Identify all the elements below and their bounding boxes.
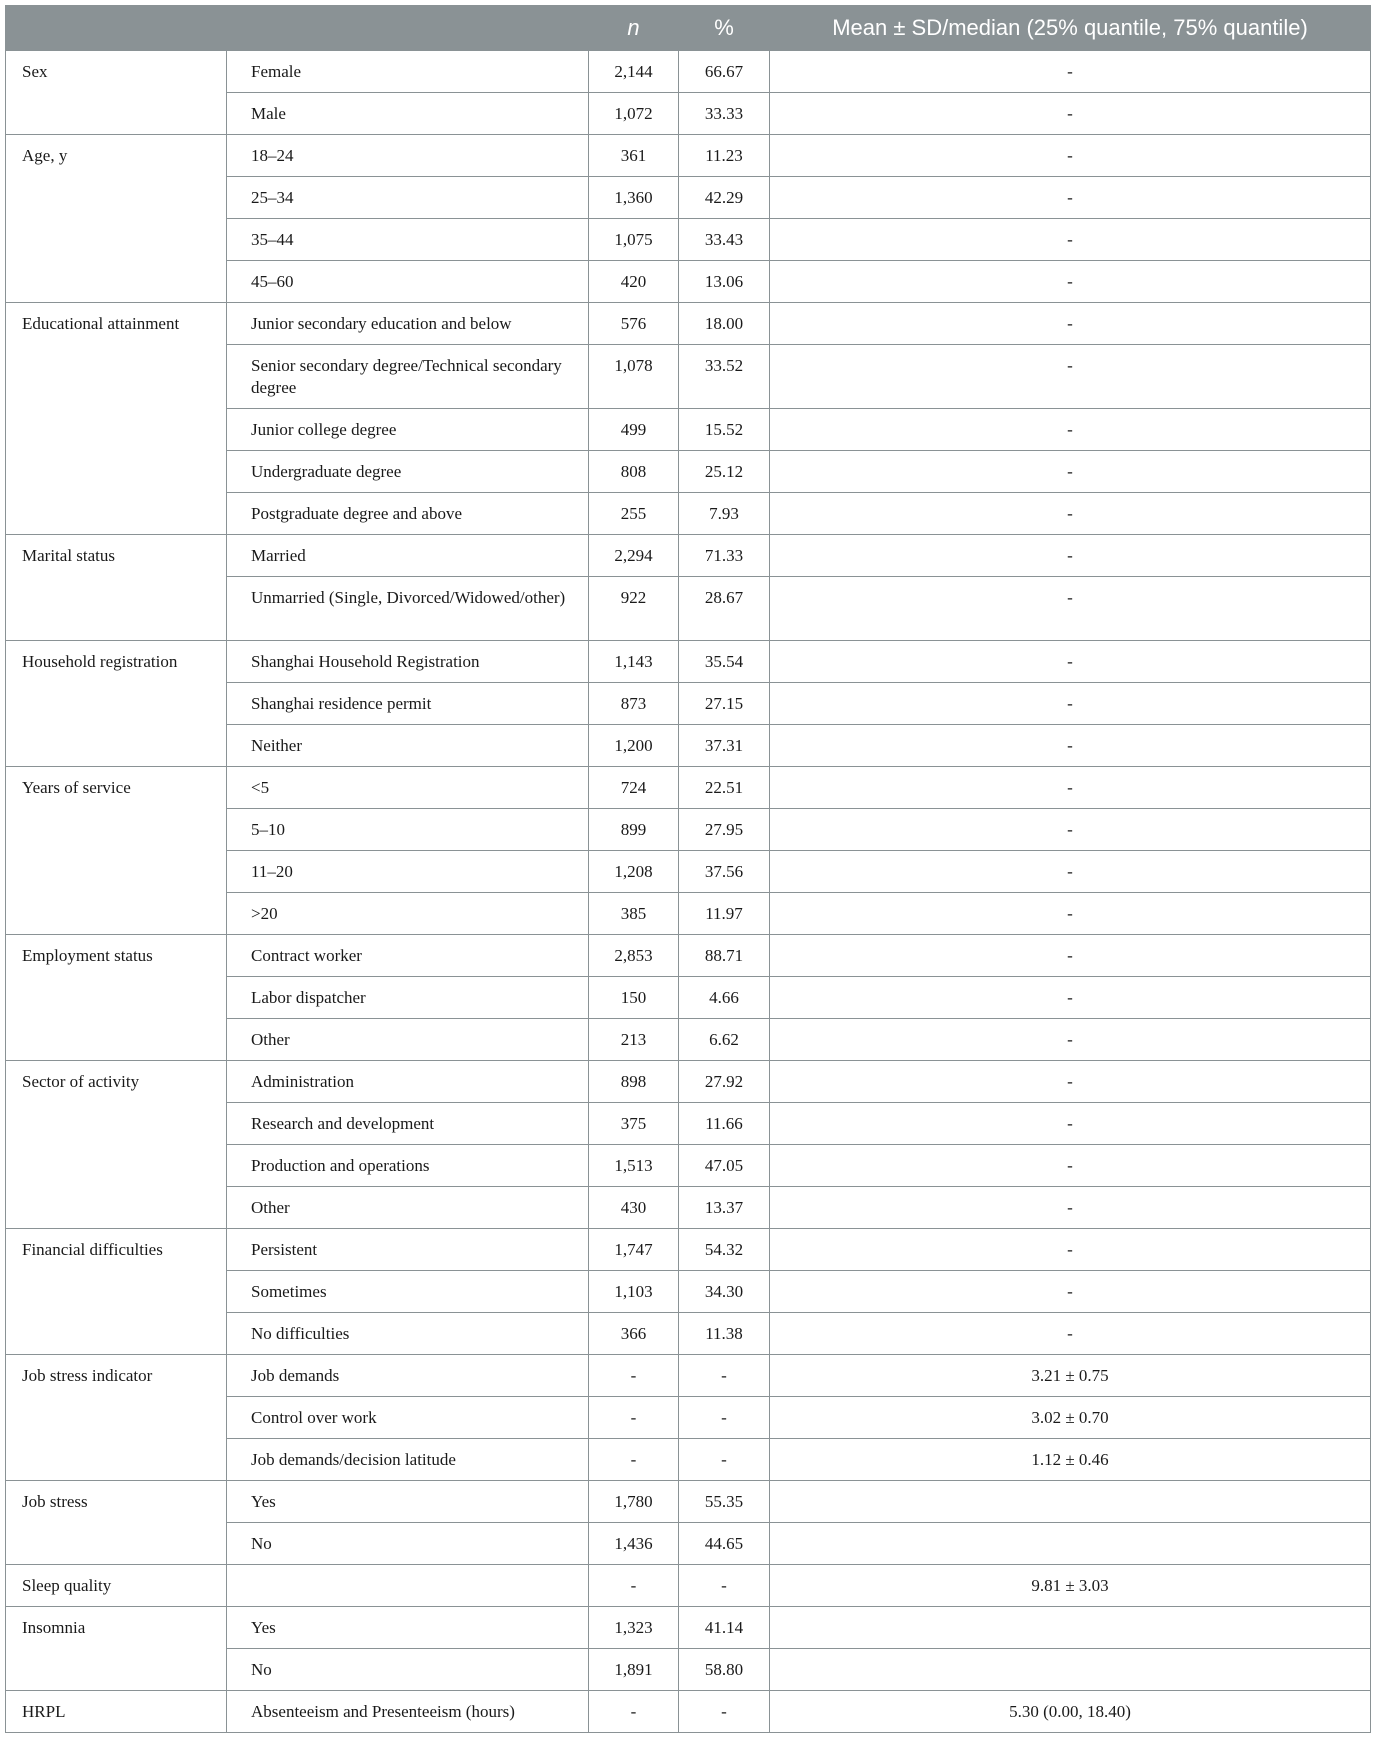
table-body [6, 51, 1371, 1733]
statistic-cell: - [770, 1061, 1371, 1103]
table-row [6, 641, 1371, 683]
statistic-cell: 3.21 ± 0.75 [770, 1355, 1371, 1397]
statistic-cell [770, 1607, 1371, 1649]
percent-cell: 11.38 [679, 1313, 770, 1355]
percent-cell: 28.67 [679, 577, 770, 641]
n-cell: - [589, 1397, 679, 1439]
subcategory-cell: Yes [227, 1607, 589, 1649]
percent-cell: - [679, 1397, 770, 1439]
table-row [6, 1691, 1371, 1733]
percent-cell: 4.66 [679, 977, 770, 1019]
percent-cell: 66.67 [679, 51, 770, 93]
statistic-cell: - [770, 577, 1371, 641]
subcategory-cell: 5–10 [227, 809, 589, 851]
statistic-cell: - [770, 1313, 1371, 1355]
subcategory-cell: No [227, 1523, 589, 1565]
percent-cell: 13.37 [679, 1187, 770, 1229]
table-row [6, 1565, 1371, 1607]
header-n: n [589, 6, 679, 51]
table-row [6, 767, 1371, 809]
category-cell: Years of service [6, 767, 227, 935]
statistic-cell: - [770, 809, 1371, 851]
statistic-cell: - [770, 935, 1371, 977]
subcategory-cell: Production and operations [227, 1145, 589, 1187]
statistic-cell: - [770, 535, 1371, 577]
n-cell: 576 [589, 303, 679, 345]
percent-cell: 15.52 [679, 409, 770, 451]
percent-cell: 22.51 [679, 767, 770, 809]
subcategory-cell: Absenteeism and Presenteeism (hours) [227, 1691, 589, 1733]
n-cell: 1,360 [589, 177, 679, 219]
subcategory-cell: Other [227, 1019, 589, 1061]
subcategory-cell: 18–24 [227, 135, 589, 177]
statistic-cell: - [770, 977, 1371, 1019]
n-cell: 1,200 [589, 725, 679, 767]
statistic-cell: - [770, 493, 1371, 535]
n-cell: - [589, 1691, 679, 1733]
percent-cell: 33.52 [679, 345, 770, 409]
statistic-cell: - [770, 409, 1371, 451]
statistic-cell: - [770, 1103, 1371, 1145]
subcategory-cell: 45–60 [227, 261, 589, 303]
category-cell: Educational attainment [6, 303, 227, 535]
percent-cell: - [679, 1439, 770, 1481]
statistic-cell: - [770, 1187, 1371, 1229]
category-cell: Household registration [6, 641, 227, 767]
statistic-cell: - [770, 261, 1371, 303]
statistic-cell: - [770, 451, 1371, 493]
percent-cell: 27.95 [679, 809, 770, 851]
n-cell: 1,103 [589, 1271, 679, 1313]
subcategory-cell: Research and development [227, 1103, 589, 1145]
percent-cell: 18.00 [679, 303, 770, 345]
subcategory-cell: Male [227, 93, 589, 135]
percent-cell: 58.80 [679, 1649, 770, 1691]
n-cell: 2,853 [589, 935, 679, 977]
n-cell: 1,780 [589, 1481, 679, 1523]
n-cell: 366 [589, 1313, 679, 1355]
n-cell: - [589, 1439, 679, 1481]
n-cell: 150 [589, 977, 679, 1019]
n-cell: 375 [589, 1103, 679, 1145]
statistic-cell: - [770, 345, 1371, 409]
subcategory-cell: Sometimes [227, 1271, 589, 1313]
percent-cell: 41.14 [679, 1607, 770, 1649]
category-cell: Employment status [6, 935, 227, 1061]
statistic-cell: - [770, 767, 1371, 809]
n-cell: 1,078 [589, 345, 679, 409]
percent-cell: 33.43 [679, 219, 770, 261]
subcategory-cell: No difficulties [227, 1313, 589, 1355]
percent-cell: 27.15 [679, 683, 770, 725]
category-cell: Sex [6, 51, 227, 135]
subcategory-cell [227, 1565, 589, 1607]
percent-cell: 35.54 [679, 641, 770, 683]
category-cell: Age, y [6, 135, 227, 303]
statistic-cell: - [770, 93, 1371, 135]
subcategory-cell: Junior secondary education and below [227, 303, 589, 345]
subcategory-cell: Married [227, 535, 589, 577]
subcategory-cell: Postgraduate degree and above [227, 493, 589, 535]
statistic-cell: - [770, 177, 1371, 219]
statistic-cell: - [770, 219, 1371, 261]
n-cell: 361 [589, 135, 679, 177]
table-row [6, 135, 1371, 177]
subcategory-cell: Female [227, 51, 589, 93]
table-row [6, 1481, 1371, 1523]
n-cell: 898 [589, 1061, 679, 1103]
percent-cell: 11.66 [679, 1103, 770, 1145]
subcategory-cell: Administration [227, 1061, 589, 1103]
n-cell: 1,891 [589, 1649, 679, 1691]
subcategory-cell: Undergraduate degree [227, 451, 589, 493]
subcategory-cell: Contract worker [227, 935, 589, 977]
subcategory-cell: 25–34 [227, 177, 589, 219]
percent-cell: 11.23 [679, 135, 770, 177]
statistic-cell: 3.02 ± 0.70 [770, 1397, 1371, 1439]
statistic-cell [770, 1481, 1371, 1523]
percent-cell: 54.32 [679, 1229, 770, 1271]
statistic-cell [770, 1649, 1371, 1691]
percent-cell: - [679, 1565, 770, 1607]
n-cell: 873 [589, 683, 679, 725]
n-cell: 922 [589, 577, 679, 641]
percent-cell: 42.29 [679, 177, 770, 219]
statistic-cell: - [770, 641, 1371, 683]
n-cell: 255 [589, 493, 679, 535]
percent-cell: 7.93 [679, 493, 770, 535]
n-cell: 2,294 [589, 535, 679, 577]
subcategory-cell: Shanghai Household Registration [227, 641, 589, 683]
n-cell: 1,747 [589, 1229, 679, 1271]
percent-cell: 88.71 [679, 935, 770, 977]
header-percent: % [679, 6, 770, 51]
n-cell: 1,323 [589, 1607, 679, 1649]
n-cell: 1,075 [589, 219, 679, 261]
percent-cell: 6.62 [679, 1019, 770, 1061]
demographics-table-container [5, 5, 1370, 1733]
percent-cell: - [679, 1691, 770, 1733]
statistic-cell: - [770, 135, 1371, 177]
percent-cell: 37.31 [679, 725, 770, 767]
percent-cell: 11.97 [679, 893, 770, 935]
table-row [6, 935, 1371, 977]
subcategory-cell: Control over work [227, 1397, 589, 1439]
n-cell: 420 [589, 261, 679, 303]
subcategory-cell: Junior college degree [227, 409, 589, 451]
n-cell: 499 [589, 409, 679, 451]
n-cell: 1,436 [589, 1523, 679, 1565]
statistic-cell: - [770, 1229, 1371, 1271]
percent-cell: 25.12 [679, 451, 770, 493]
table-row [6, 535, 1371, 577]
header-subcategory [227, 6, 589, 51]
table-row [6, 1607, 1371, 1649]
percent-cell: 71.33 [679, 535, 770, 577]
subcategory-cell: 11–20 [227, 851, 589, 893]
table-header [6, 6, 1371, 51]
n-cell: 724 [589, 767, 679, 809]
statistic-cell: - [770, 1145, 1371, 1187]
n-cell: - [589, 1355, 679, 1397]
percent-cell: 44.65 [679, 1523, 770, 1565]
n-cell: 1,072 [589, 93, 679, 135]
category-cell: Sleep quality [6, 1565, 227, 1607]
category-cell: Marital status [6, 535, 227, 641]
category-cell: Insomnia [6, 1607, 227, 1691]
statistic-cell: - [770, 303, 1371, 345]
percent-cell: - [679, 1355, 770, 1397]
subcategory-cell: Other [227, 1187, 589, 1229]
n-cell: 1,208 [589, 851, 679, 893]
percent-cell: 33.33 [679, 93, 770, 135]
statistic-cell: - [770, 725, 1371, 767]
subcategory-cell: Yes [227, 1481, 589, 1523]
statistic-cell: 9.81 ± 3.03 [770, 1565, 1371, 1607]
percent-cell: 55.35 [679, 1481, 770, 1523]
percent-cell: 37.56 [679, 851, 770, 893]
table-row [6, 1061, 1371, 1103]
header-row [6, 6, 1371, 51]
category-cell: Job stress indicator [6, 1355, 227, 1481]
n-cell: 430 [589, 1187, 679, 1229]
category-cell: HRPL [6, 1691, 227, 1733]
n-cell: 808 [589, 451, 679, 493]
n-cell: 899 [589, 809, 679, 851]
subcategory-cell: 35–44 [227, 219, 589, 261]
table-row [6, 1229, 1371, 1271]
statistic-cell: - [770, 1271, 1371, 1313]
subcategory-cell: >20 [227, 893, 589, 935]
statistic-cell: - [770, 851, 1371, 893]
percent-cell: 34.30 [679, 1271, 770, 1313]
statistic-cell: - [770, 51, 1371, 93]
subcategory-cell: No [227, 1649, 589, 1691]
statistic-cell: - [770, 683, 1371, 725]
n-cell: - [589, 1565, 679, 1607]
n-cell: 1,143 [589, 641, 679, 683]
subcategory-cell: Shanghai residence permit [227, 683, 589, 725]
table-row [6, 51, 1371, 93]
subcategory-cell: Persistent [227, 1229, 589, 1271]
percent-cell: 13.06 [679, 261, 770, 303]
demographics-table [5, 5, 1371, 1733]
subcategory-cell: Neither [227, 725, 589, 767]
statistic-cell [770, 1523, 1371, 1565]
category-cell: Sector of activity [6, 1061, 227, 1229]
header-category [6, 6, 227, 51]
n-cell: 213 [589, 1019, 679, 1061]
subcategory-cell: Job demands [227, 1355, 589, 1397]
table-row [6, 303, 1371, 345]
percent-cell: 27.92 [679, 1061, 770, 1103]
subcategory-cell: Job demands/decision latitude [227, 1439, 589, 1481]
n-cell: 1,513 [589, 1145, 679, 1187]
subcategory-cell: Unmarried (Single, Divorced/Widowed/other) [227, 577, 589, 641]
subcategory-cell: <5 [227, 767, 589, 809]
statistic-cell: - [770, 893, 1371, 935]
header-statistic: Mean ± SD/median (25% quantile, 75% quantile) [770, 6, 1371, 51]
percent-cell: 47.05 [679, 1145, 770, 1187]
n-cell: 2,144 [589, 51, 679, 93]
category-cell: Financial difficulties [6, 1229, 227, 1355]
statistic-cell: 5.30 (0.00, 18.40) [770, 1691, 1371, 1733]
statistic-cell: 1.12 ± 0.46 [770, 1439, 1371, 1481]
n-cell: 385 [589, 893, 679, 935]
table-row [6, 1355, 1371, 1397]
subcategory-cell: Labor dispatcher [227, 977, 589, 1019]
statistic-cell: - [770, 1019, 1371, 1061]
subcategory-cell: Senior secondary degree/Technical secondary degree [227, 345, 589, 409]
category-cell: Job stress [6, 1481, 227, 1565]
